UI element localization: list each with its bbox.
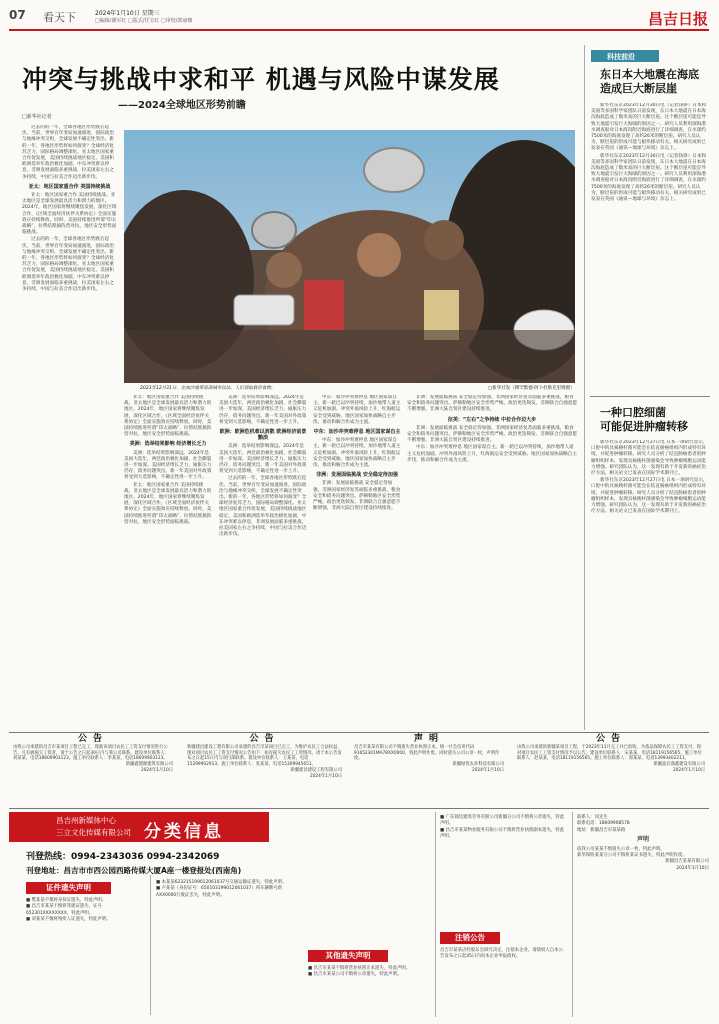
classified-col-3b [440, 948, 565, 961]
notice-signer: 新疆绿优农业科技有限公司 [452, 762, 504, 768]
classified-item: ■ 刘某某不慎将残疾人证遗失，特此声明。 [26, 917, 111, 923]
classifieds-contact [26, 850, 241, 878]
headline-line: 东日本大地震在海底 [600, 68, 699, 81]
article-paragraph: 中东：加沙冲突难停息 地区国家谋自主。新一轮巴以冲突持续，加沙地带人道主义危机加剧。冲突外溢风险上升，红海航运安全受到威胁。地区国家加快战略自主步伐，推动和解合作成为主流。 [313, 395, 401, 425]
classified-item: 新华保险某某分公司不慎将某证书遗失，特此声明作废。 [577, 853, 687, 859]
story-divider [590, 396, 710, 397]
photo-credit: □新华社发（穆罕默德·阿卜杜勒克里姆摄） [488, 386, 575, 391]
notice-date: 2024年1月10日 [471, 767, 504, 773]
article-paragraph: 过去的的一年，全球各地区形势跌宕起伏。当前，世界百年变局加速演进，国际政治与地缘冲突交织，全球发展不确定性突出。新的一年，各地区形势将如何演变？全球经济复苏乏力，国际格局调整深化。亚太地区国家重合作促发展，美国持续挑战地区稳定。美国和欧洲选举年政治极化加剧，中东冲突难以停息，非洲发展面临多重挑战，拉美国家左右之争持续，中国与拉美合作迈出新步伐。 [22, 237, 114, 293]
story-paragraph: 新华社东京2023年12月30日电（记者钱铮）日本和美国等多国科学家团队日前发现，东日本大地震在日本海沟海底造成了数米高的巨大断层崖。这个断层崖可能是导致大地震引发巨大海啸的原因之一。研究人员利用深海潜水调查船对日本海沟附近海底进行了详细调查，在水深约7500米的海底发现了高约26米的断层崖。研究人员认为，断层崖的形成可能与板块移动有关。相关研究成果已发表在英国《通讯—地球与环境》杂志上。 [591, 103, 707, 152]
notice-box [517, 734, 705, 804]
classified-date: 2024年1月10日 [676, 865, 709, 871]
article-paragraph: 过去的的一年，全球各地区形势跌宕起伏。当前，世界百年变局加速演进，国际政治与地缘冲突交织，全球发展不确定性突出。新的一年，各地区形势将如何演变？全球经济复苏乏力，国际格局调整深化。亚太地区国家重合作促发展，美国持续挑战地区稳定。美国和欧洲选举年政治极化加剧，中东冲突难以停息，非洲发展面临多重挑战，拉美国家左右之争持续，中国与拉美合作迈出新步伐。 [22, 125, 114, 180]
science-tag-label: 科技前沿 [607, 53, 635, 61]
article-paragraph: 亚太：地区国家重合作 美国持续挑战。亚太地区是全球发展最具活力和潜力的地区。2024年，地区国家将继续聚焦发展，深化区域合作，《区域全面经济伙伴关系协定》全面实施效应持续释放。同时，美国持续推进所谓“印太战略”，拉帮结派搞阵营对抗，地区安全形势面临挑战。 [124, 482, 212, 525]
article-paragraph: 非洲：发展面临挑战 安全稳定待加强。非洲国家经济复苏面临多重挑战，粮食安全和债务问题突出。萨赫勒地区安全形势严峻，政治更迭频发。非洲联合自强意愿不断增强，非洲大陆自贸区建设持续推进。 [407, 425, 577, 444]
classified-col-1 [26, 898, 146, 924]
classified-item: ■ 昌吉市某某物业服务有限公司不慎将营业执照副本遗失，特此声明。 [440, 827, 565, 840]
notice-body: 昌吉市某某有限公司不慎遗失营业执照正本，统一社会信用代码91652301MA78XX0000，特此声明作废。同时遗失公司公章一枚，声明作废。 [354, 744, 500, 762]
article-paragraph: 亚太：地区国家重合作 美国持续挑战。亚太地区是全球发展最具活力和潜力的地区。2024年，地区国家将继续聚焦发展，深化区域合作，《区域全面经济伙伴关系协定》全面实施效应持续释放。同时，美国持续推进所谓“印太战略”，拉帮结派搞阵营对抗，地区安全形势面临挑战。 [124, 395, 212, 438]
column-divider [435, 812, 436, 1017]
headline-line: 造成巨大断层崖 [600, 82, 677, 95]
section-subhead: 拉美：“左右”之争持续 中拉合作迈大步 [447, 416, 537, 423]
article-subtitle: ——2024全球地区形势前瞻 [118, 100, 246, 111]
notice-title: 公告 [77, 734, 108, 744]
section-name: 看天下 [43, 11, 76, 24]
article-paragraph: 非洲：发展面临挑战 安全稳定待加强。非洲国家经济复苏面临多重挑战，粮食安全和债务问题突出。萨赫勒地区安全形势严峻，政治更迭频发。非洲联合自强意愿不断增强，非洲大陆自贸区建设持续推进。 [313, 481, 401, 512]
article-col-2 [124, 395, 212, 730]
article-byline: □新华社记者 [22, 114, 52, 120]
classified-item: 地址：新疆昌吉市某某路 [577, 827, 626, 833]
article-col-1 [22, 125, 117, 395]
phone-line: 刊登热线：0994-2343036 0994-2342069 [26, 852, 220, 862]
notice-signer: 新疆盈启鼎鑫建设有限公司 [653, 762, 705, 768]
section-subhead: 中东：加沙冲突难停息 地区国家谋自主 [313, 429, 401, 436]
notice-signer: 新疆鑫德源建筑有限公司 [125, 762, 173, 768]
article-paragraph: 美洲：选举结果影响深远。2024年是美国大选年，两党政治极化加剧，社会撕裂进一步加深。美国经济增长乏力，通胀压力仍存，债务问题突出。新一年美国对外政策将受到大选影响，不确定性进一步上升。 [124, 450, 212, 481]
classified-item: 依我公司某某不慎遗失公章一枚，特此声明。 [577, 846, 665, 852]
science-headline-1 [600, 68, 699, 96]
address-line: 刊登地址：昌吉市市西公园西路传媒大厦A座一楼登报处(西南角) [26, 866, 242, 875]
classified-col-3 [440, 815, 565, 841]
story-paragraph: 新华社东京2023年12月30日电（记者钱铮）日本和美国等多国科学家团队日前发现，东日本大地震在日本海沟海底造成了数米高的巨大断层崖。这个断层崖可能是导致大地震引发巨大海啸的原因之一。研究人员利用深海潜水调查船对日本海沟附近海底进行了详细调查，在水深约7500米的海底发现了高约26米的断层崖。研究人员认为，断层崖的形成可能与板块移动有关。相关研究成果已发表在英国《通讯—地球与环境》杂志上。 [591, 153, 707, 203]
classified-item: ■ 昌吉市某某不慎将驾驶证遗失，证号652301XXXXXXXX，特此声明。 [26, 904, 102, 916]
story-paragraph: 新华社东京2023年12月27日电 日本一项研究显示，口腔中的具核梭杆菌可能会在结直肠癌组织内形成特有环境，并促进肿瘤转移。研究人员分析了结直肠癌患者的肿瘤组织样本，发现具核梭杆菌感染会导致肿瘤细胞运动能力增强。研究团队认为，这一发现有助于开发新的癌症治疗方法。相关论文已发表在国际学术期刊上。 [591, 478, 708, 515]
classified-item: ■ 广东锦达建筑劳务有限公司新疆分公司不慎将公章遗失，特此声明。 [440, 815, 565, 827]
notice-date: 2024年1月10日 [672, 767, 705, 773]
notice-body: 由我公司承建的昌吉市某项目工程已完工，现就该项目农民工工资支付情况进行公告。凡有被拖欠工资者，请于公告之日起30日内与我公司联系。建设单位联系人：刘某某，电话18609903123。施工单位联系人：李某某，电话18609903123。 [13, 744, 169, 762]
science-story-1 [591, 103, 709, 393]
classified-item: 联系电话：18609908578 [577, 821, 630, 827]
classified-item: ■ 昌吉市某某公司不慎将公章遗失，特此声明。 [308, 972, 402, 978]
classified-item: ■ 樊某某不慎将身份证遗失，特此声明。 [26, 898, 107, 903]
page-number: 07 [9, 8, 26, 22]
article-paragraph: 亚太：地区国家重合作 美国持续挑战。亚太地区是全球发展最具活力和潜力的地区。2024年，地区国家将继续聚焦发展，深化区域合作，《区域全面经济伙伴关系协定》全面实施效应持续释放。同时，美国持续推进所谓“印太战略”，拉帮结派搞阵营对抗，地区安全形势面临挑战。 [22, 193, 117, 236]
classified-col-2b [308, 966, 433, 979]
column-divider [150, 875, 151, 1015]
photo-caption: 2023年12月31日，在加沙地带南部城市拉法，人们领取救济食物。 [140, 386, 276, 391]
notice-date: 2024年1月10日 [140, 767, 173, 773]
news-photo [124, 130, 575, 383]
classified-item: 联系人：闵先生 [577, 815, 608, 820]
notice-body: 由我公司承建的新疆某项目工程，于2023年11月完工并已验收，为依法保障农民工工资支付，现对项目农民工工资支付情况予以公告。建设单位联系人：宋某某，电话18119156565。施工单位联系人：赵某某，电话18119156565。施工单位联系人：郑某某，电话13993402211。 [517, 744, 702, 762]
science-headline-2 [600, 406, 688, 434]
classified-col-2 [156, 880, 301, 899]
article-col-4 [313, 395, 401, 730]
article-paragraph: 非洲：发展面临挑战 安全稳定待加强。非洲国家经济复苏面临多重挑战，粮食安全和债务问题突出。萨赫勒地区安全形势严峻，政治更迭频发。非洲联合自强意愿不断增强，非洲大陆自贸区建设持续推进。 [407, 395, 577, 413]
headline-line: 一种口腔细菌 [600, 406, 666, 419]
section-subhead: 欧洲：欧洲危机难以消散 欧洲经济前景黯淡 [219, 429, 307, 442]
classified-item: 昌吉市某某店经股东会研究决定，注销本企业，请债权人自本公告发布之日起45日内向本企业申报债权。 [440, 948, 563, 960]
newspaper-logo: 昌吉日报 [648, 10, 709, 28]
section-subhead: 亚太：地区国家重合作 美国持续挑战 [28, 183, 111, 190]
tag-other-loss: 其他遗失声明 [308, 950, 388, 962]
notice-box [13, 734, 173, 804]
tag-cancellation: 注销公告 [440, 932, 500, 944]
article-paragraph: 过去的的一年，全球各地区形势跌宕起伏。当前，世界百年变局加速演进，国际政治与地缘冲突交织，全球发展不确定性突出。新的一年，各地区形势将如何演变？全球经济复苏乏力，国际格局调整深化。亚太地区国家重合作促发展，美国持续挑战地区稳定。美国和欧洲选举年政治极化加剧，中东冲突难以停息，非洲发展面临多重挑战，拉美国家左右之争持续，中国与拉美合作迈出新步伐。 [219, 476, 307, 538]
classified-signer: 新疆昌吉某某有限公司 [665, 859, 709, 865]
notice-title: 公告 [249, 734, 280, 744]
article-col-3 [219, 395, 307, 730]
notice-signer: 新疆建昌建设工程有限公司 [290, 767, 342, 773]
science-tag [591, 50, 659, 62]
article-paragraph: 美洲：选举结果影响深远。2024年是美国大选年，两党政治极化加剧，社会撕裂进一步加深。美国经济增长乏力，通胀压力仍存，债务问题突出。新一年美国对外政策将受到大选影响，不确定性进一步上升。 [219, 395, 307, 425]
header-rule [9, 29, 709, 31]
notice-box [187, 734, 342, 804]
classified-item: ■ 卢某某（身份证号：650103199012061037）将车辆牌号新AXX0000行驶证丢失，特此声明。 [156, 886, 283, 898]
notice-body: 新疆建昌建设工程有限公司承建的昌吉市某项目已完工，为维护农民工合法权益，现对项目农民工工资支付情况公告如下：如有拖欠农民工工资情况，请于本公告发布之日起15日内与项目部联系。建设单位联系人：王某某，电话15299902913。施工单位联系人：张某某，电话15309945651。 [187, 744, 342, 768]
notice-box [354, 734, 504, 804]
column-divider [572, 812, 573, 1017]
tag-id-loss: 证件遗失声明 [26, 882, 111, 894]
banner-org-1: 昌吉州新媒体中心 [56, 816, 116, 825]
editor-credits: □编辑/谢军红 □版式/任宝红 □审校/郭丽娜 [95, 18, 193, 24]
issue-date: 2024年1月10日 星期三 [95, 10, 160, 17]
article-title: 冲突与挑战中求和平 机遇与风险中谋发展 [22, 65, 500, 94]
classified-item: ■ 昌吉市某某不慎将营业执照正本遗失，特此声明。 [308, 966, 411, 971]
article-paragraph: 中东：加沙冲突难停息 地区国家谋自主。新一轮巴以冲突持续，加沙地带人道主义危机加剧。冲突外溢风险上升，红海航运安全受到威胁。地区国家加快战略自主步伐，推动和解合作成为主流。 [313, 438, 401, 469]
banner-title: 分类信息 [144, 822, 224, 842]
notice-date: 2024年1月10日 [309, 773, 342, 779]
notice-title: 声明 [413, 734, 444, 744]
story-paragraph: 新华社东京2023年12月27日电 日本一项研究显示，口腔中的具核梭杆菌可能会在结直肠癌组织内形成特有环境，并促进肿瘤转移。研究人员分析了结直肠癌患者的肿瘤组织样本，发现具核梭杆菌感染会导致肿瘤细胞运动能力增强。研究团队认为，这一发现有助于开发新的癌症治疗方法。相关论文已发表在国际学术期刊上。 [591, 440, 708, 477]
article-col-5 [407, 395, 577, 730]
headline-line: 可能促进肿瘤转移 [600, 420, 688, 433]
banner-org-2: 三立文化传媒有限公司 [56, 828, 131, 837]
article-paragraph: 中东：加沙冲突难停息 地区国家谋自主。新一轮巴以冲突持续，加沙地带人道主义危机加剧。冲突外溢风险上升，红海航运安全受到威胁。地区国家加快战略自主步伐，推动和解合作成为主流。 [407, 445, 577, 463]
classified-heading: 声明 [636, 836, 649, 844]
science-story-2 [591, 440, 709, 728]
column-divider [584, 45, 585, 730]
notice-title: 公告 [595, 734, 626, 744]
notice-row [9, 732, 709, 809]
article-paragraph: 美洲：选举结果影响深远。2024年是美国大选年，两党政治极化加剧，社会撕裂进一步加深。美国经济增长乏力，通胀压力仍存，债务问题突出。新一年美国对外政策将受到大选影响，不确定性进一步上升。 [219, 444, 307, 475]
section-subhead: 非洲：发展面临挑战 安全稳定待加强 [316, 472, 398, 479]
classified-item: ■ 本某某623215199012061037号交通运输证遗失，特此声明。 [156, 880, 287, 885]
section-subhead: 美洲：选举结果影响 经济增长乏力 [129, 441, 207, 448]
classified-col-4 [577, 815, 709, 872]
classifieds-banner [9, 812, 269, 842]
